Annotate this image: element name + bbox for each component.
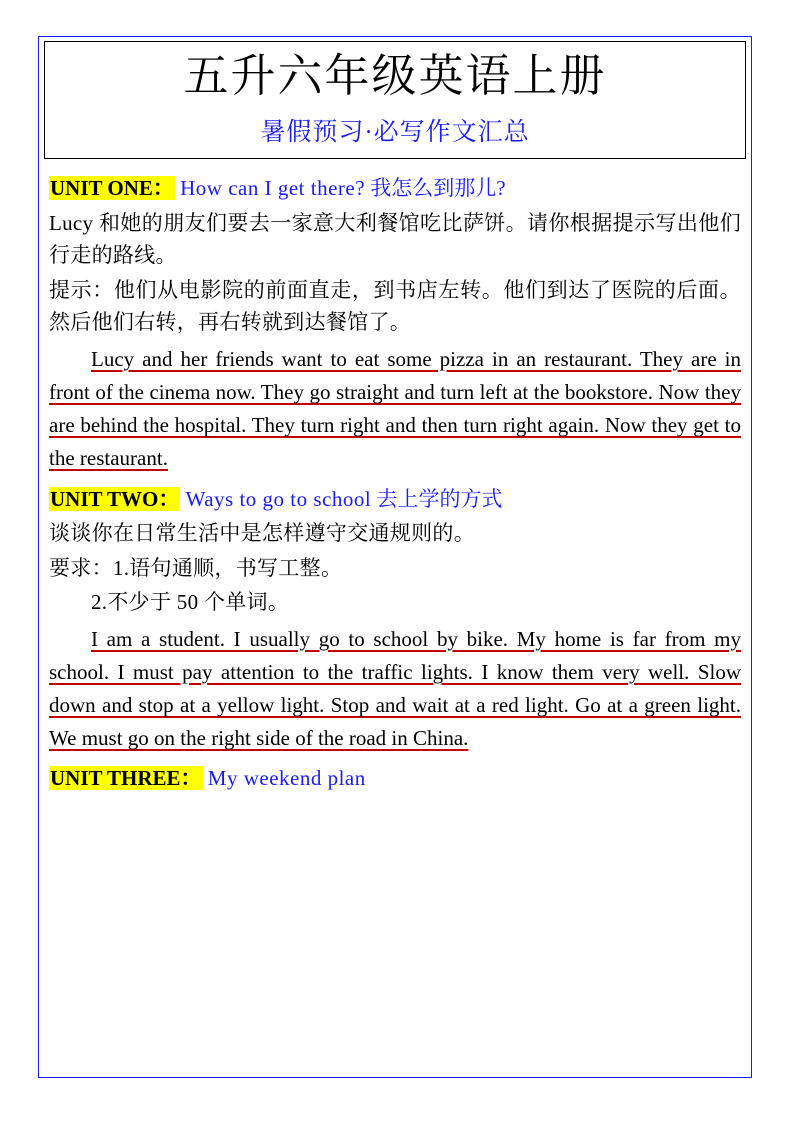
document-page bbox=[38, 36, 752, 1078]
unit-two-title-cn: 去上学的方式 bbox=[376, 486, 503, 511]
unit-two-requirement-1: 要求：1.语句通顺，书写工整。 bbox=[49, 555, 343, 580]
unit-two-title-en: Ways to go to school bbox=[185, 486, 372, 511]
unit-one-prompt: Lucy 和她的朋友们要去一家意大利餐馆吃比萨饼。请你根据提示写出他们行走的路线。 bbox=[49, 210, 741, 268]
unit-two-answer bbox=[49, 623, 741, 756]
unit-two-requirement-2: 2.不少于 50 个单词。 bbox=[91, 590, 290, 615]
unit-two-answer-text: I am a student. I usually go to school by bike. My home is far from my school. I must pay attention to the traffic lights. I know them very well. Slow down and stop at a yellow light. Stop and wait at a red light. Go at a green light. We must go on the right side of the road in China. bbox=[49, 626, 741, 751]
unit-two-tag: UNIT TWO： bbox=[50, 486, 180, 511]
unit-heading-one bbox=[49, 173, 741, 205]
document-content bbox=[39, 159, 751, 795]
unit-three-tag: UNIT THREE： bbox=[50, 766, 202, 791]
unit-one-answer bbox=[49, 343, 741, 476]
unit-three-title-en: My weekend plan bbox=[207, 766, 366, 791]
unit-one-hint: 提示：他们从电影院的前面直走，到书店左转。他们到达了医院的后面。然后他们右转，再右转就到达餐馆了。 bbox=[49, 277, 741, 335]
page-subtitle: 暑假预习·必写作文汇总 bbox=[260, 119, 530, 147]
unit-one-title-cn: 我怎么到那儿? bbox=[370, 176, 506, 201]
unit-heading-two bbox=[49, 484, 741, 516]
unit-one-title-en: How can I get there? bbox=[180, 176, 366, 201]
unit-one-answer-text: Lucy and her friends want to eat some pizza in an restaurant. They are in front of the cinema now. They go straight and turn left at the bookstore. Now they are behind the hospital. They turn right and then turn right again. Now they get to the restaurant. bbox=[49, 346, 741, 471]
title-box bbox=[44, 41, 746, 159]
unit-one-tag: UNIT ONE： bbox=[50, 176, 174, 201]
unit-heading-three bbox=[49, 763, 741, 795]
page-title: 五升六年级英语上册 bbox=[183, 51, 607, 101]
unit-two-prompt: 谈谈你在日常生活中是怎样遵守交通规则的。 bbox=[49, 521, 475, 546]
